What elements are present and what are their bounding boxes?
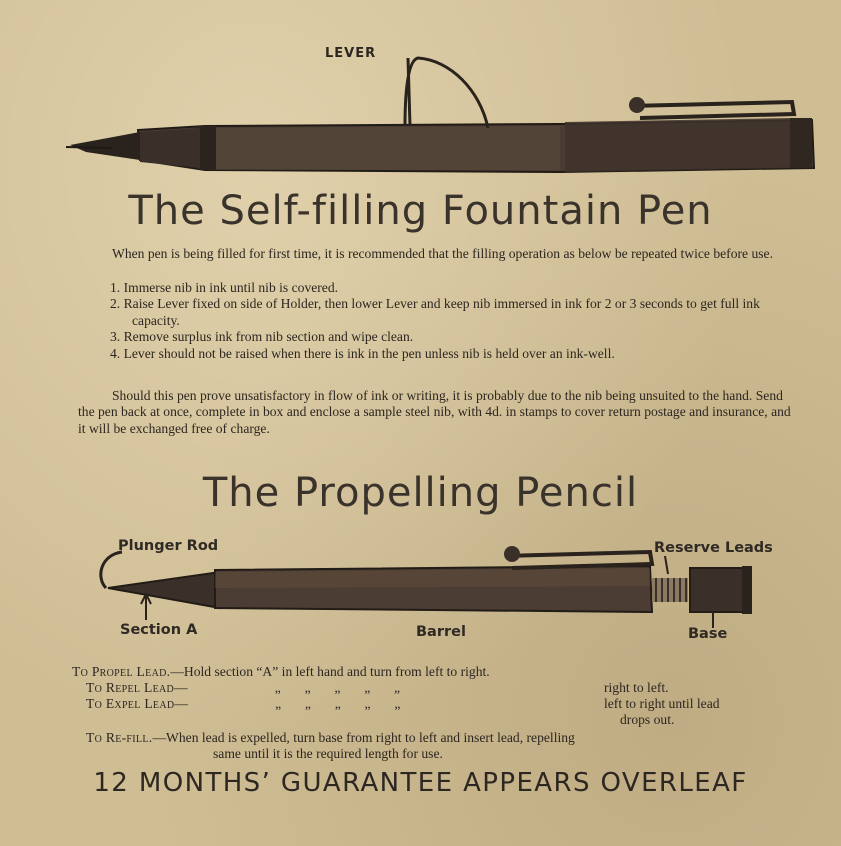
plunger-rod-label: Plunger Rod bbox=[118, 538, 219, 554]
pen-title: The Self-filling Fountain Pen bbox=[128, 188, 713, 234]
propel-instruction bbox=[72, 664, 490, 680]
base-label: Base bbox=[688, 626, 728, 642]
filling-step: 2. Raise Lever fixed on side of Holder, then lower Lever and keep nib immersed in ink for 2 or 3 seconds to get full ink capacity. bbox=[110, 296, 760, 328]
repel-text: right to left. bbox=[604, 680, 669, 695]
propel-text: —Hold section “A” in left hand and turn from left to right. bbox=[170, 664, 490, 679]
reserve-leads-label: Reserve Leads bbox=[654, 540, 773, 556]
repel-label: To Repel Lead— bbox=[86, 680, 188, 695]
filling-step: 4. Lever should not be raised when there is ink in the pen unless nib is held over an ink-well. bbox=[110, 345, 615, 361]
pencil-title: The Propelling Pencil bbox=[202, 470, 639, 516]
barrel-label: Barrel bbox=[416, 624, 466, 640]
refill-text: —When lead is expelled, turn base from right to left and insert lead, repelling bbox=[152, 730, 575, 745]
expel-dittos: „ „ „ „ „ bbox=[275, 696, 401, 711]
expel-text-2: drops out. bbox=[620, 712, 675, 727]
pen-return-note: Should this pen prove unsatisfactory in flow of ink or writing, it is probably due to the nib being unsuited to the hand. Send the pen back at once, complete in box and enclose a sample steel nib, with 4d. in stamps to cover return postage and insurance, and it will be exchanged free of charge. bbox=[78, 388, 791, 436]
filling-steps bbox=[110, 280, 800, 362]
filling-step: 1. Immerse nib in ink until nib is covered. bbox=[110, 280, 339, 295]
expel-text: left to right until lead bbox=[604, 696, 720, 711]
refill-instruction bbox=[78, 730, 800, 763]
repel-dittos: „ „ „ „ „ bbox=[274, 680, 401, 695]
expel-instruction bbox=[86, 696, 400, 712]
fountain-pen-drawing bbox=[66, 58, 814, 172]
filling-step: 3. Remove surplus ink from nib section and wipe clean. bbox=[110, 329, 414, 345]
repel-instruction bbox=[86, 680, 400, 696]
section-a-label: Section A bbox=[120, 622, 198, 638]
guarantee-banner: 12 MONTHS’ GUARANTEE APPEARS OVERLEAF bbox=[93, 768, 748, 798]
refill-text-2: same until it is the required length for use. bbox=[213, 746, 443, 762]
propel-label: To Propel Lead. bbox=[72, 664, 171, 679]
propelling-pencil-drawing bbox=[101, 546, 752, 628]
pen-intro: When pen is being filled for first time, it is recommended that the filling operation as below be repeated twice before use. bbox=[112, 246, 773, 261]
lever-label: LEVER bbox=[325, 46, 377, 61]
refill-label: To Re-fill. bbox=[86, 730, 153, 745]
expel-label: To Expel Lead— bbox=[86, 696, 189, 711]
